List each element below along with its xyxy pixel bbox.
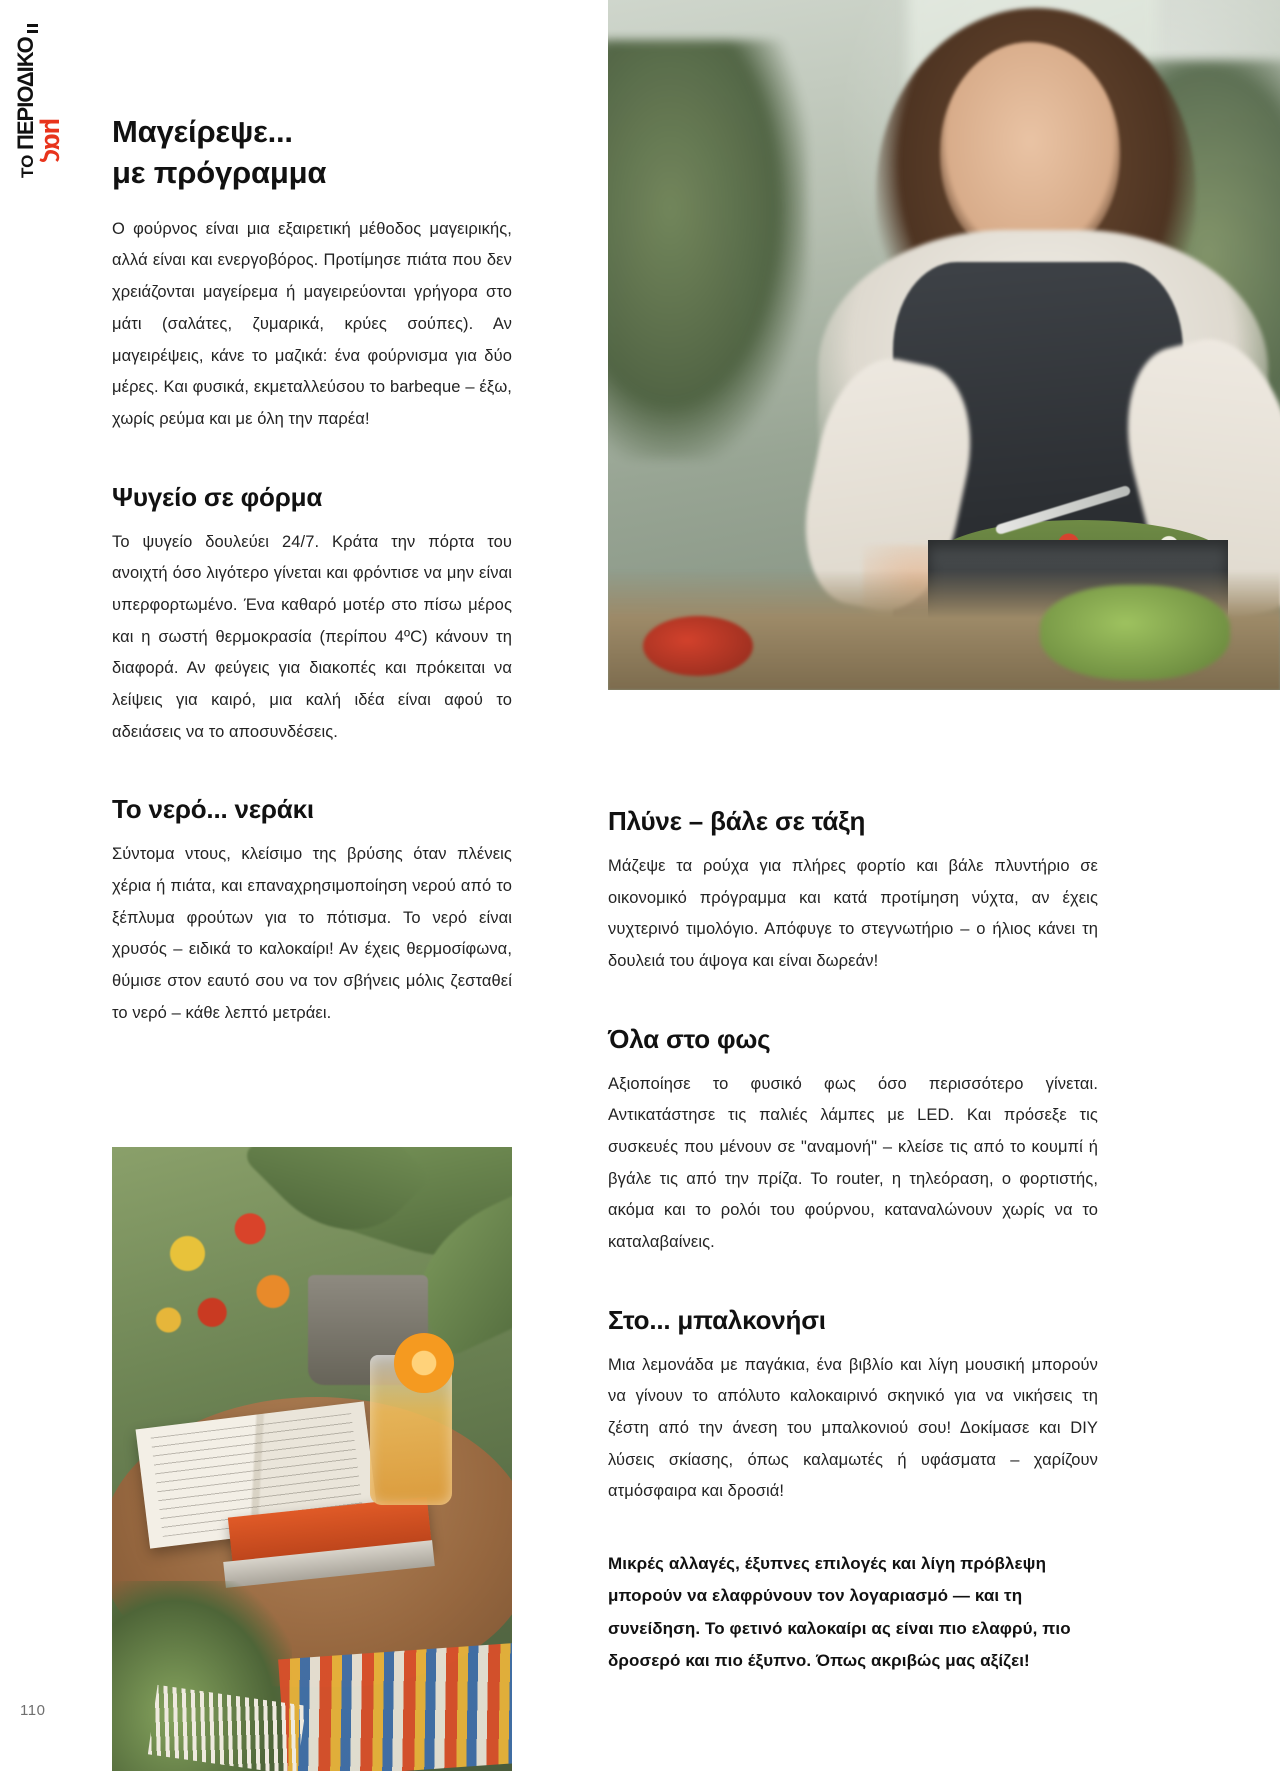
outro-paragraph: Μικρές αλλαγές, έξυπνες επιλογές και λίγη πρόβλεψη μπορούν να ελαφρύνουν τον λογαριασμό — και τη συνείδηση. Το φετινό καλοκαίρι ας είναι πιο ελαφρύ, πιο δροσερό και πιο έξυπνο. Όπως ακριβώς μας αξίζει!	[608, 1554, 1071, 1670]
magazine-spine	[0, 0, 69, 1771]
section-light	[608, 1024, 1098, 1259]
right-column-spacer	[608, 0, 1098, 806]
right-text-column	[608, 0, 1098, 1771]
intro-paragraph: Ο φούρνος είναι μια εξαιρετική μέθοδος μαγειρικής, αλλά είναι και ενεργοβόρος. Προτίμησε πιάτα που δεν χρειάζονται μαγείρεμα ή μαγειρεύονται γρήγορα στο μάτι (σαλάτες, ζυμαρικά, κρύες σούπες). Αν μαγειρέψεις, κάνε το μαζικά: ένα φούρνισμα για δύο μέρες. Και φυσικά, εκμεταλλεύσου το barbeque – έξω, χωρίς ρεύμα και με όλη την παρέα!	[112, 219, 512, 428]
intro-section	[112, 214, 512, 436]
logo-bar-icon	[27, 24, 38, 27]
section-laundry-body: Μάζεψε τα ρούχα για πλήρες φορτίο και βάλε πλυντήριο σε οικονομικό πρόγραμμα και κατά προτίμηση νύχτα, αν έχεις νυχτερινό τιμολόγιο. Απόφυγε το στεγνωτήριο – ο ήλιος κάνει τη δουλειά του άψογα και είναι δωρεάν!	[608, 857, 1098, 971]
section-fridge	[112, 482, 512, 749]
section-fridge-body: Το ψυγείο δουλεύει 24/7. Κράτα την πόρτα του ανοιχτή όσο λιγότερο γίνεται και φρόντισε να μην είναι υπερφορτωμένο. Ένα καθαρό μοτέρ στο πίσω μέρος και η σωστή θερμοκρασία (περίπου 4ºC) κάνουν τη διαφορά. Αν φεύγεις για διακοπές και πρόκειται να λείψεις για καιρό, μια καλή ιδέα είναι αφού το αδειάσεις να το αποσυνδέσεις.	[112, 532, 512, 741]
section-light-body: Αξιοποίησε το φυσικό φως όσο περισσότερο γίνεται. Αντικατάστησε τις παλιές λάμπες με LED. Και πρόσεξε τις συσκευές που μένουν σε "αναμονή" – κλείσε τις από το κουμπί ή βγάλε τις από την πρίζα. Το router, η τηλεόραση, ο φορτιστής, ακόμα και το ρολόι του φούρνου, καταναλώνουν χωρίς να το καταλαβαίνεις.	[608, 1074, 1098, 1252]
logo-periodiko-text: ΠΕΡΙΟΔΙΚΟ	[13, 37, 38, 150]
magazine-logo	[2, 8, 69, 198]
outro-section	[608, 1548, 1098, 1677]
article-title-block	[112, 0, 512, 194]
section-fridge-heading: Ψυγείο σε φόρμα	[112, 481, 323, 512]
page-title	[112, 112, 512, 194]
page-number: 110	[20, 1702, 46, 1719]
section-water	[112, 794, 512, 1029]
section-water-heading: Το νερό... νεράκι	[112, 794, 314, 825]
section-balcony-body: Μια λεμονάδα με παγάκια, ένα βιβλίο και λίγη μουσική μπορούν να γίνουν το απόλυτο καλοκαιρινό σκηνικό για να νικήσεις τη ζέστη από την άνεση του μπαλκονιού σου! Δοκίμασε και DIY λύσεις σκίασης, όπως καλαμωτές ή υφάσματα – χαρίζουν ατμόσφαιρα και δροσιά!	[608, 1355, 1098, 1501]
logo-to-text: ΤΟ	[18, 154, 37, 178]
logo-bar-icon-2	[27, 30, 38, 33]
section-light-heading: Όλα στο φως	[608, 1023, 771, 1054]
section-balcony	[608, 1305, 1098, 1508]
orange-slice	[394, 1333, 454, 1393]
balcony-photo	[112, 1147, 512, 1771]
page-title-line-2: με πρόγραμμα	[112, 154, 327, 190]
page-title-line-1: Μαγείρεψε...	[112, 114, 293, 149]
patterned-rug	[278, 1643, 512, 1771]
section-laundry	[608, 806, 1098, 978]
section-water-body: Σύντομα ντους, κλείσιμο της βρύσης όταν πλένεις χέρια ή πιάτα, και επαναχρησιμοποίηση νερού από το ξέπλυμα φρούτων για το πότισμα. Το νερό είναι χρυσός – ειδικά το καλοκαίρι! Αν έχεις θερμοσίφωνα, θύμισε στον εαυτό σου να τον σβήνεις μόλις ζεσταθεί το νερό – κάθε λεπτό μετράει.	[112, 845, 512, 1022]
section-balcony-heading: Στο... μπαλκονήσι	[608, 1304, 826, 1335]
section-laundry-heading: Πλύνε – βάλε σε τάξη	[608, 806, 866, 836]
balcony-flowers	[140, 1187, 330, 1377]
logo-mas-text: μας	[39, 117, 69, 162]
